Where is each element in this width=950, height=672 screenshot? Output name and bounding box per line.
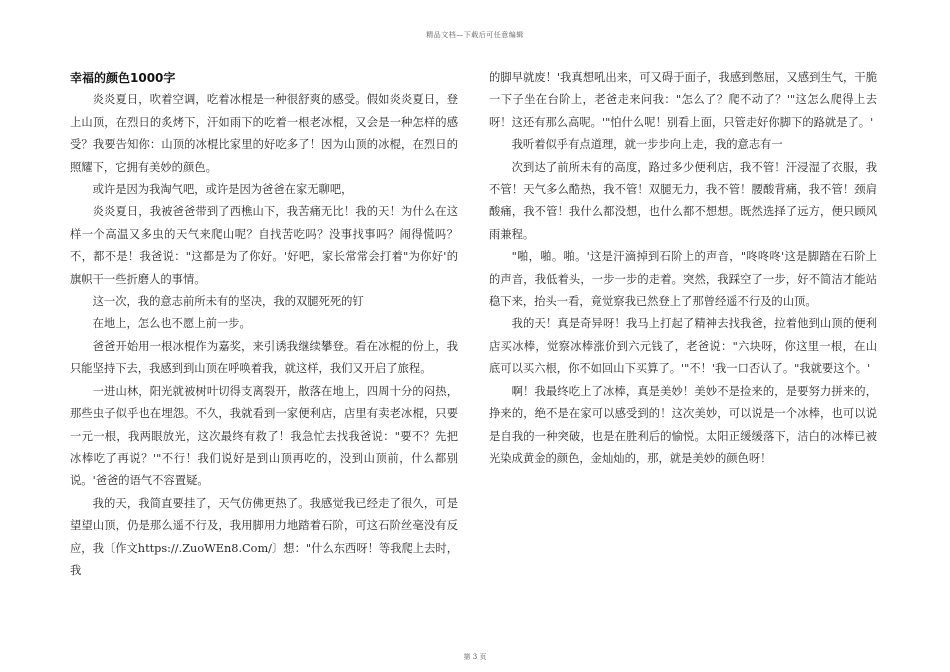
paragraph: 的脚早就废！'我真想吼出来，可又碍于面子，我感到憋屈，又感到生气，干脆一下子坐在台阶上，老爸走来问我："怎么了？爬不动了？'"这怎么爬得上去呀！这还有那么高呢。'"怕什么呢！别看上面，只管走好你脚下的路就是了。' <box>489 71 877 129</box>
page-number: 第 3 页 <box>463 653 487 661</box>
paragraph: 我的天，我简直要挂了，天气仿佛更热了。我感觉我已经走了很久，可是望望山顶，仍是那么遥不行及，我用脚用力地踏着石阶，可这石阶丝毫没有反应，我〔作文https://.ZuoWEn8.Com/〕想："什么东西呀！等我爬上去时，我 <box>70 496 458 577</box>
paragraph: 在地上，怎么也不愿上前一步。 <box>92 317 251 331</box>
paragraph: 我听着似乎有点道理，就一步步向上走，我的意志有一 <box>511 138 783 152</box>
paragraph: 一进山林，阳光就被树叶切得支离裂开，散落在地上，四周十分的闷热，那些虫子似乎也在埋怨。不久，我就看到一家便利店，店里有卖老冰棍，只要一元一根，我两眼放光，这次最终有救了！我急忙去找我爸说："要不？先把冰棒吃了再说？'"不行！我们说好是到山顶再吃的，没到山顶前，什么都别说。'爸爸的语气不容置疑。 <box>70 384 458 488</box>
left-column <box>70 67 458 582</box>
paragraph: "啪，啪。啪。'这是汗滴掉到石阶上的声音，"咚咚咚'这是脚踏在石阶上的声音，我低着头，一步一步的走着。突然，我踩空了一步，好不简洁才能站稳下来，抬头一看，竟觉察我已然登上了那曾经遥不行及的山顶。 <box>489 250 877 309</box>
right-column <box>489 67 877 470</box>
paragraph: 我的天！真是奇异呀！我马上打起了精神去找我爸，拉着他到山顶的便利店买冰棒，觉察冰棒涨价到六元钱了，老爸说："六块呀，你这里一根，在山底可以买六根，你不如回山下买算了。'"不！'我一口否认了。"我就要这个。' <box>489 317 877 376</box>
paragraph: 啊！我最终吃上了冰棒，真是美妙！美妙不是捡来的，是要努力拼来的，挣来的，绝不是在家可以感受到的！这次美妙，可以说是一个冰棒，也可以说是自我的一种突破，也是在胜利后的愉悦。太阳正缓缓落下，洁白的冰棒已被光染成黄金的颜色，金灿灿的，那，就是美妙的颜色呀！ <box>489 384 877 465</box>
paragraph: 爸爸开始用一根冰棍作为嘉奖，来引诱我继续攀登。看在冰棍的份上，我只能坚持下去，我感到到山顶在呼唤着我，就这样，我们又开启了旅程。 <box>70 339 458 376</box>
page-header: 精品文档—下载后可任意编辑 <box>426 31 524 39</box>
paragraph: 炎炎夏日，吹着空调，吃着冰棍是一种很舒爽的感受。假如炎炎夏日，登上山顶，在烈日的炙烤下，汗如雨下的吃着一根老冰棍，又会是一种怎样的感受？我要告知你：山顶的冰棍比家里的好吃多了！因为山顶的冰棍，在烈日的照耀下，它拥有美妙的颜色。 <box>70 93 458 174</box>
paragraph: 或许是因为我淘气吧，或许是因为爸爸在家无聊吧， <box>92 183 353 197</box>
document-title: 幸福的颜色1000字 <box>70 71 176 85</box>
paragraph: 这一次，我的意志前所未有的坚决，我的双腿死死的钉 <box>92 295 364 309</box>
paragraph: 次到达了前所未有的高度，路过多少便利店，我不管！汗浸湿了衣服，我不管！天气多么酷热，我不管！双腿无力，我不管！腰酸背痛，我不管！颈肩酸痛，我不管！我什么都没想，也什么都不想想。既然选择了远方，便只顾风雨兼程。 <box>489 160 877 241</box>
paragraph: 炎炎夏日，我被爸爸带到了西樵山下，我苦痛无比！我的天！为什么在这样一个高温又多虫的天气来爬山呢？自找苦吃吗？没事找事吗？闹得慌吗？不，都不是！我爸说："这都是为了你好。'好吧，家长常常会打着"为你好'的旗帜干一些折磨人的事情。 <box>70 205 458 286</box>
